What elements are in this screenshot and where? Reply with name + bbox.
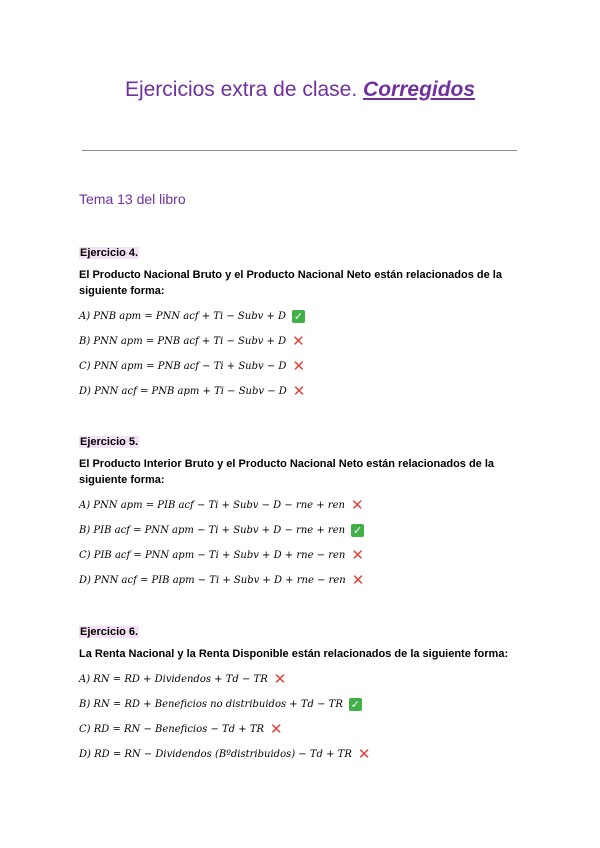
horizontal-divider <box>82 150 517 151</box>
title-main: Ejercicios extra de clase. <box>124 78 364 101</box>
check-mark-button-icon: ✓ <box>293 310 304 323</box>
option-text: B) PIB acf = PNN apm − Ti + Subv + D − rne + ren <box>79 525 346 536</box>
option-b <box>79 692 519 717</box>
option-a <box>79 667 519 692</box>
cross-mark-icon: ✕ <box>351 571 365 589</box>
exercise-statement: El Producto Nacional Bruto y el Producto Nacional Neto están relacionados de la siguiente forma: <box>79 269 502 297</box>
exercise-title: Ejercicio 4. <box>80 247 139 259</box>
cross-mark-icon: ✕ <box>270 720 283 738</box>
cross-mark-icon: ✕ <box>292 332 305 350</box>
option-c <box>79 543 519 568</box>
option-text: C) RD = RN − Beneficios − Td + TR <box>79 724 265 735</box>
option-text: C) PNN apm = PNB acf − Ti + Subv − D <box>79 361 287 372</box>
option-text: A) PNN apm = PIB acf − Ti + Subv − D − rne + ren <box>79 500 345 511</box>
exercise-statement: El Producto Interior Bruto y el Producto Nacional Neto están relacionados de la siguiente forma: <box>79 458 495 486</box>
cross-mark-icon: ✕ <box>292 357 306 375</box>
option-text: C) PIB acf = PNN apm − Ti + Subv + D + rne − ren <box>79 550 346 561</box>
option-d <box>79 379 519 404</box>
exercise-title: Ejercicio 5. <box>80 436 139 448</box>
option-a <box>79 304 519 329</box>
option-text: D) PNN acf = PIB apm − Ti + Subv + D + rne − ren <box>79 575 346 586</box>
cross-mark-icon: ✕ <box>273 670 287 688</box>
option-text: D) PNN acf = PNB apm + Ti − Subv − D <box>79 386 287 397</box>
exercise-statement: La Renta Nacional y la Renta Disponible están relacionados de la siguiente forma: <box>79 648 509 660</box>
option-text: A) RN = RD + Dividendos + Td − TR <box>79 674 268 685</box>
option-a <box>79 493 519 518</box>
check-mark-button-icon: ✓ <box>350 698 360 711</box>
exercise-title: Ejercicio 6. <box>80 626 139 638</box>
check-mark-button-icon: ✓ <box>352 524 363 537</box>
option-b <box>79 518 519 543</box>
option-c <box>79 354 519 379</box>
exercise-4 <box>79 243 519 404</box>
section-heading: Tema 13 del libro <box>79 191 186 207</box>
option-c <box>79 717 519 742</box>
option-text: A) PNB apm = PNN acf + Ti − Subv + D <box>79 311 286 322</box>
page-title <box>0 78 600 102</box>
option-text: B) PNN apm = PNB acf + Ti − Subv + D <box>79 336 287 347</box>
option-d <box>79 742 519 767</box>
cross-mark-icon: ✕ <box>350 496 364 514</box>
title-subtitle: Corregidos <box>363 78 476 101</box>
exercise-5 <box>79 432 519 593</box>
option-d <box>79 568 519 593</box>
option-text: B) RN = RD + Beneficios no distribuidos + Td − TR <box>79 699 343 710</box>
cross-mark-icon: ✕ <box>357 745 371 763</box>
cross-mark-icon: ✕ <box>351 546 364 564</box>
exercise-6 <box>79 622 519 767</box>
option-b <box>79 329 519 354</box>
cross-mark-icon: ✕ <box>292 382 306 400</box>
option-text: D) RD = RN − Dividendos (Bºdistribuidos) − Td + TR <box>79 749 352 760</box>
